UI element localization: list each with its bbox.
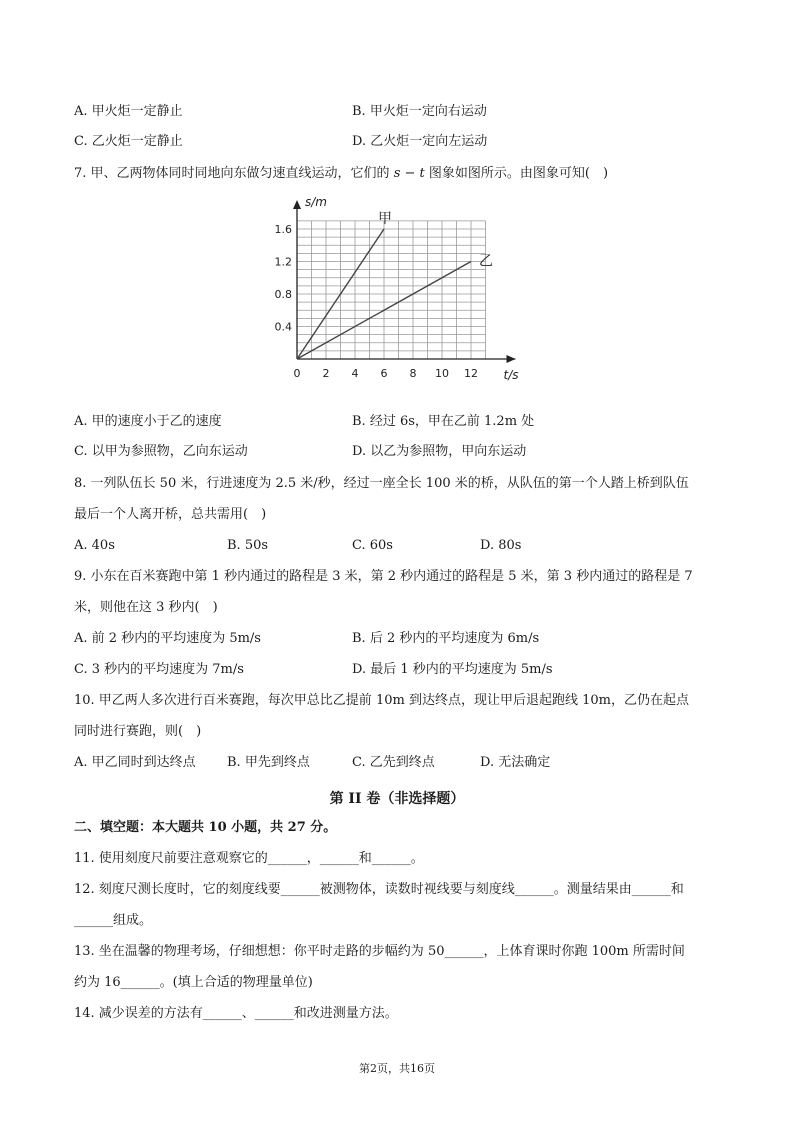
q6-option-b: B. 甲火炬一定向右运动 [352,104,487,119]
series-label: 甲 [378,211,392,227]
q12-line2: ______组成。 [74,913,153,928]
q10-option-b: B. 甲先到终点 [227,755,310,770]
x-axis-label: t/s [503,368,519,382]
q8-option-c: C. 60s [352,538,393,553]
y-tick-label: 1.6 [274,223,292,236]
q7-option-d: D. 以乙为参照物，甲向东运动 [352,444,527,459]
q7-option-a: A. 甲的速度小于乙的速度 [74,414,222,429]
q7-option-b: B. 经过 6s，甲在乙前 1.2m 处 [352,414,535,429]
q8-stem-line2: 最后一个人离开桥，总共需用( ) [74,507,267,522]
q10-stem-line2: 同时进行赛跑，则( ) [74,724,202,739]
q9-stem-line2: 米，则他在这 3 秒内( ) [74,600,218,615]
grid-lines [297,221,486,359]
q8-option-a: A. 40s [74,538,115,553]
q9-option-d: D. 最后 1 秒内的平均速度为 5m/s [352,662,553,677]
y-tick-label: 1.2 [274,255,292,269]
q10-stem-line1: 10. 甲乙两人多次进行百米赛跑，每次甲总比乙提前 10m 到达终点，现让甲后退起跑线 10m，乙仍在起点 [74,693,689,708]
x-axis-arrow [507,355,516,363]
q8-stem-line1: 8. 一列队伍长 50 米，行进速度为 2.5 米/秒，经过一座全长 100 米的桥，从队伍的第一个人踏上桥到队伍 [74,476,689,491]
q9-option-a: A. 前 2 秒内的平均速度为 5m/s [74,631,261,646]
x-tick-label: 10 [435,367,449,380]
q6-option-a: A. 甲火炬一定静止 [74,104,183,119]
q12-line1: 12. 刻度尺测长度时，它的刻度线要______被测物体，读数时视线要与刻度线______。测量结果由______和 [74,882,684,897]
q10-option-c: C. 乙先到终点 [352,755,435,770]
q9-stem-line1: 9. 小东在百米赛跑中第 1 秒内通过的路程是 3 米，第 2 秒内通过的路程是 5 米，第 3 秒内通过的路程是 7 [74,569,693,584]
q8-option-b: B. 50s [227,538,269,553]
q13-line1: 13. 坐在温馨的物理考场，仔细想想：你平时走路的步幅约为 50______，上体育课时你跑 100m 所需时间 [74,944,685,959]
y-tick-label: 0.4 [274,320,292,334]
y-axis-label: s/m [305,195,327,209]
x-tick-label: 0 [293,367,301,380]
y-axis-arrow [293,200,301,209]
q8-option-d: D. 80s [480,538,522,553]
part2-heading: 二、填空题：本大题共 10 小题，共 27 分。 [74,820,337,835]
tick-labels [275,223,479,380]
q9-option-c: C. 3 秒内的平均速度为 7m/s [74,662,244,677]
page-footer: 第2页，共16页 [359,1062,435,1075]
q7-stem-math: s − t [393,166,425,181]
q10-option-d: D. 无法确定 [480,755,551,770]
st-graph [270,192,520,392]
y-tick-label: 0.8 [274,288,292,301]
q10-option-a: A. 甲乙同时到达终点 [74,755,196,770]
x-tick-label: 4 [351,367,359,380]
q11-text: 11. 使用刻度尺前要注意观察它的______，______和______。 [74,851,424,866]
x-tick-label: 12 [464,367,478,380]
q6-option-d: D. 乙火炬一定向左运动 [352,134,488,149]
q14-text: 14. 减少误差的方法有______、______和改进测量方法。 [74,1006,398,1021]
q9-option-b: B. 后 2 秒内的平均速度为 6m/s [352,631,540,646]
x-tick-label: 6 [380,367,388,380]
q7-option-c: C. 以甲为参照物，乙向东运动 [74,444,248,459]
q6-option-c: C. 乙火炬一定静止 [74,134,183,149]
q7-stem-pre: 7. 甲、乙两物体同时同地向东做匀速直线运动，它们的 [74,166,390,181]
q7-stem-post: 图象如图所示。由图象可知( ) [428,166,609,181]
x-tick-label: 2 [322,367,330,380]
series-label: 乙 [479,253,493,270]
section-title: 第 II 卷（非选择题） [329,791,465,807]
x-tick-label: 8 [409,367,417,380]
q13-line2: 约为 16______。(填上合适的物理量单位) [74,975,313,990]
axis-labels [305,195,519,382]
q7-stem [74,165,608,183]
